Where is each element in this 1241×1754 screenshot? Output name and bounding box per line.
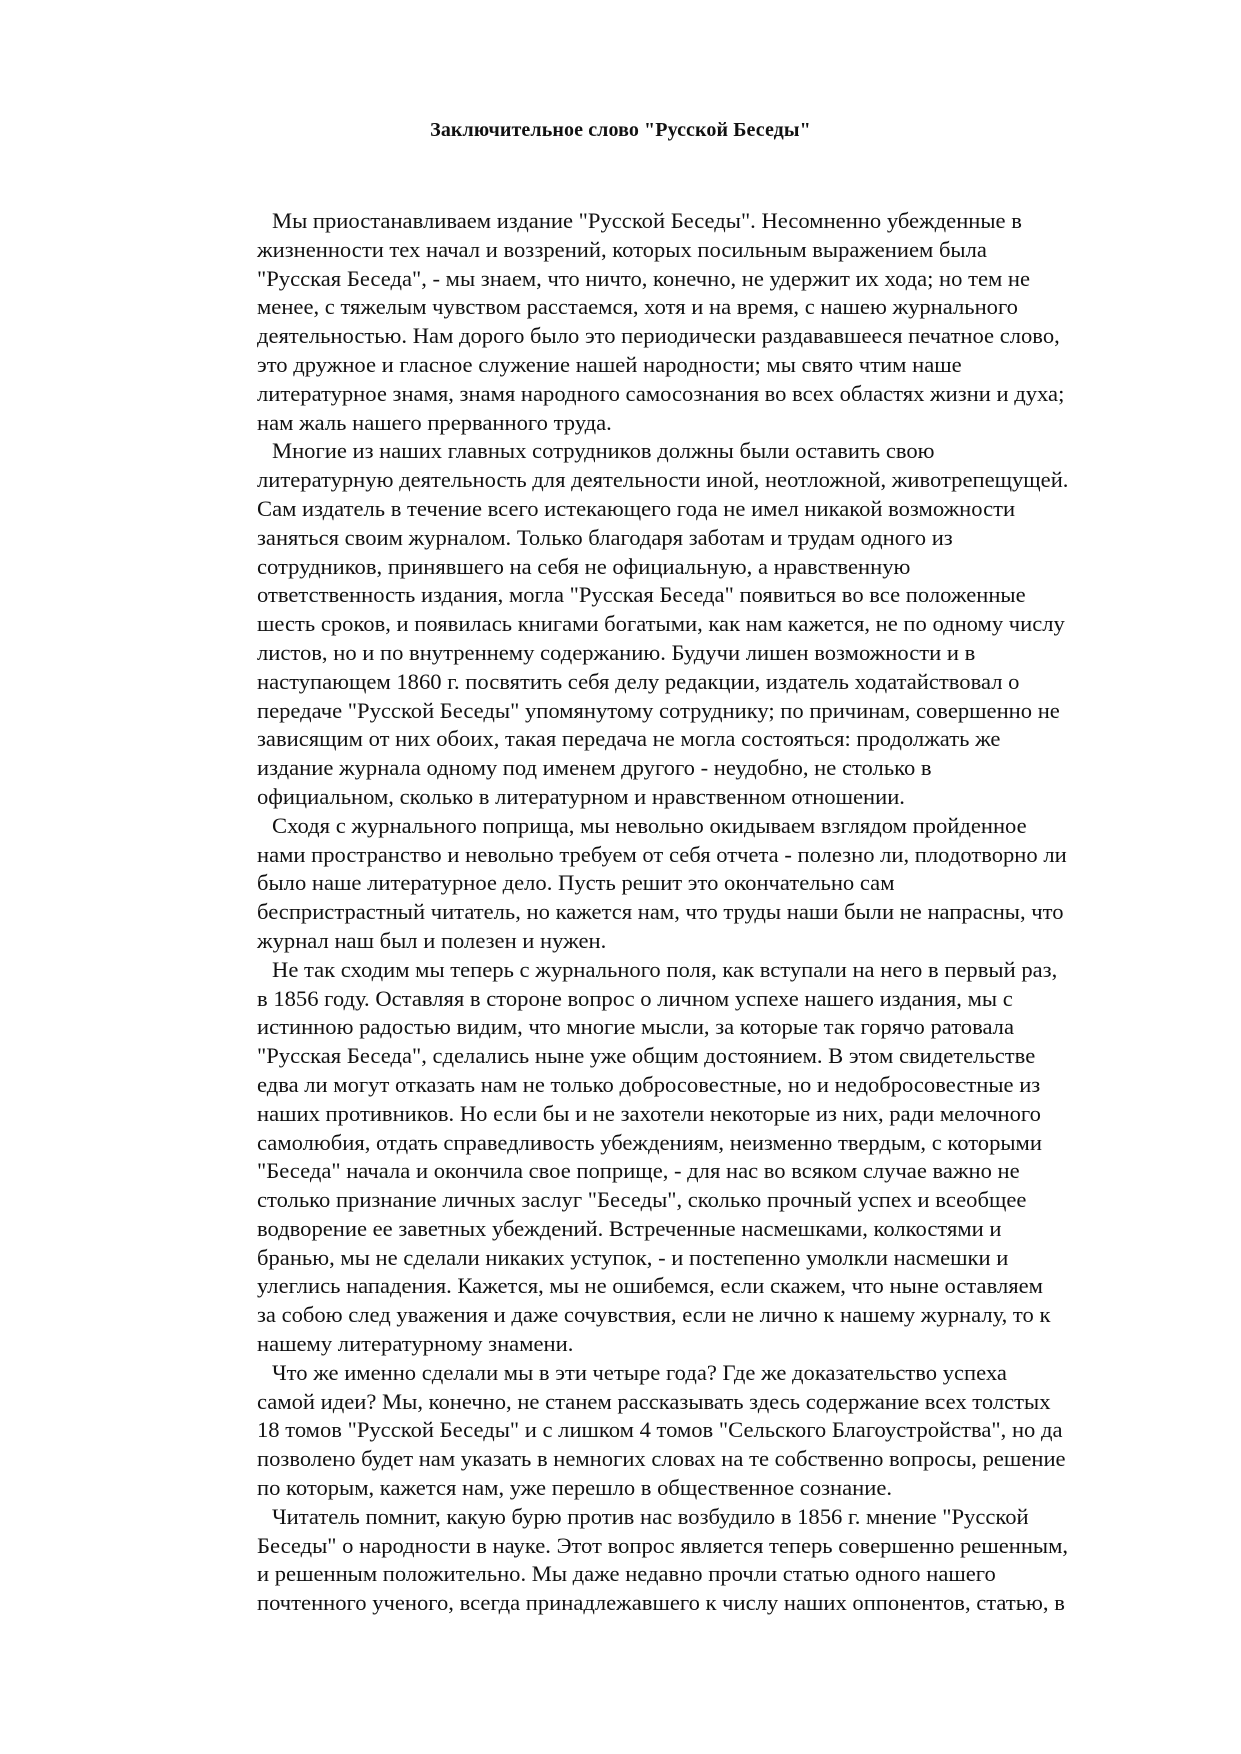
text-line: менее, с тяжелым чувством расстаемся, хотя и на время, с нашею журнального (257, 294, 1018, 320)
text-line: шесть сроков, и появилась книгами богатыми, как нам кажется, не по одному числу (257, 611, 1065, 637)
text-line: самолюбия, отдать справедливость убеждениям, неизменно твердым, с которыми (257, 1129, 1042, 1155)
text-line: деятельностью. Нам дорого было это периодически раздававшееся печатное слово, (257, 323, 1060, 349)
text-line: нашему литературному знамени. (257, 1331, 574, 1357)
text-line: истинною радостью видим, что многие мысли, за которые так горячо ратовала (257, 1014, 1014, 1040)
text-line: нами пространство и невольно требуем от себя отчета - полезно ли, плодотворно ли (257, 841, 1067, 867)
paragraph (257, 1359, 1137, 1503)
text-line: в 1856 году. Оставляя в стороне вопрос о личном успехе нашего издания, мы с (257, 985, 1013, 1011)
text-line: и решенным положительно. Мы даже недавно прочли статью одного нашего (257, 1561, 996, 1587)
text-line: Не так сходим мы теперь с журнального поля, как вступали на него в первый раз, (272, 956, 1058, 982)
text-line: наших противников. Но если бы и не захотели некоторые из них, ради мелочного (257, 1100, 1041, 1126)
text-line: журнал наш был и полезен и нужен. (257, 927, 607, 953)
text-line: это дружное и гласное служение нашей народности; мы свято чтим наше (257, 351, 962, 377)
text-line: заняться своим журналом. Только благодаря заботам и трудам одного из (257, 524, 953, 550)
text-line: литературную деятельность для деятельности иной, неотложной, животрепещущей. (257, 467, 1069, 493)
text-line: "Русская Беседа", сделались ныне уже общим достоянием. В этом свидетельстве (257, 1043, 1036, 1069)
text-line: позволено будет нам указать в немногих словах на те собственно вопросы, решение (257, 1446, 1066, 1472)
text-line: почтенного ученого, всегда принадлежавшего к числу наших оппонентов, статью, в (257, 1590, 1065, 1616)
text-line: ответственность издания, могла "Русская Беседа" появиться во все положенные (257, 582, 1026, 608)
text-line: за собою след уважения и даже сочувствия, если не лично к нашему журналу, то к (257, 1302, 1051, 1328)
text-line: Беседы" о народности в науке. Этот вопрос является теперь совершенно решенным, (257, 1532, 1069, 1558)
text-line: литературное знамя, знамя народного самосознания во всех областях жизни и духа; (257, 380, 1065, 406)
paragraph (257, 207, 1137, 437)
paragraph (257, 1503, 1137, 1618)
paragraph (257, 956, 1137, 1359)
text-line: листов, но и по внутреннему содержанию. Будучи лишен возможности и в (257, 639, 976, 665)
text-line: по которым, кажется нам, уже перешло в общественное сознание. (257, 1475, 893, 1501)
text-line: Сам издатель в течение всего истекающего года не имел никакой возможности (257, 495, 1016, 521)
text-line: Многие из наших главных сотрудников должны были оставить свою (272, 438, 935, 464)
document-body (257, 207, 1137, 1618)
text-line: водворение ее заветных убеждений. Встреченные насмешками, колкостями и (257, 1215, 1002, 1241)
text-line: беспристрастный читатель, но кажется нам, что труды наши были не напрасны, что (257, 899, 1064, 925)
text-line: самой идеи? Мы, конечно, не станем рассказывать здесь содержание всех толстых (257, 1388, 1051, 1414)
text-line: жизненности тех начал и воззрений, которых посильным выражением была (257, 236, 987, 262)
text-line: зависящим от них обоих, такая передача не могла состояться: продолжать же (257, 726, 1001, 752)
text-line: Что же именно сделали мы в эти четыре года? Где же доказательство успеха (272, 1359, 1007, 1385)
document-title: Заключительное слово "Русской Беседы" (430, 119, 811, 141)
text-line: бранью, мы не сделали никаких уступок, - и постепенно умолкли насмешки и (257, 1244, 1009, 1270)
text-line: было наше литературное дело. Пусть решит это окончательно сам (257, 870, 895, 896)
text-line: "Русская Беседа", - мы знаем, что ничто, конечно, не удержит их хода; но тем не (257, 265, 1031, 291)
text-line: издание журнала одному под именем другого - неудобно, не столько в (257, 755, 932, 781)
paragraph (257, 437, 1137, 811)
text-line: наступающем 1860 г. посвятить себя делу редакции, издатель ходатайствовал о (257, 668, 1020, 694)
text-line: едва ли могут отказать нам не только добросовестные, но и недобросовестные из (257, 1071, 1041, 1097)
text-line: нам жаль нашего прерванного труда. (257, 409, 612, 435)
text-line: Мы приостанавливаем издание "Русской Беседы". Несомненно убежденные в (272, 208, 1022, 233)
text-line: сотрудников, принявшего на себя не официальную, а нравственную (257, 553, 911, 579)
text-line: Сходя с журнального поприща, мы невольно окидываем взглядом пройденное (272, 812, 1027, 838)
text-line: 18 томов "Русской Беседы" и с лишком 4 томов "Сельского Благоустройства", но да (257, 1417, 1063, 1443)
text-line: Читатель помнит, какую бурю против нас возбудило в 1856 г. мнение "Русской (272, 1503, 1029, 1529)
text-line: передаче "Русской Беседы" упомянутому сотруднику; по причинам, совершенно не (257, 697, 1060, 723)
text-line: "Беседа" начала и окончила свое поприще, - для нас во всяком случае важно не (257, 1158, 1020, 1184)
text-line: столько признание личных заслуг "Беседы", сколько прочный успех и всеобщее (257, 1187, 1027, 1213)
text-line: официальном, сколько в литературном и нравственном отношении. (257, 783, 905, 809)
text-line: улеглись нападения. Кажется, мы не ошибемся, если скажем, что ныне оставляем (257, 1273, 1043, 1299)
paragraph (257, 812, 1137, 956)
